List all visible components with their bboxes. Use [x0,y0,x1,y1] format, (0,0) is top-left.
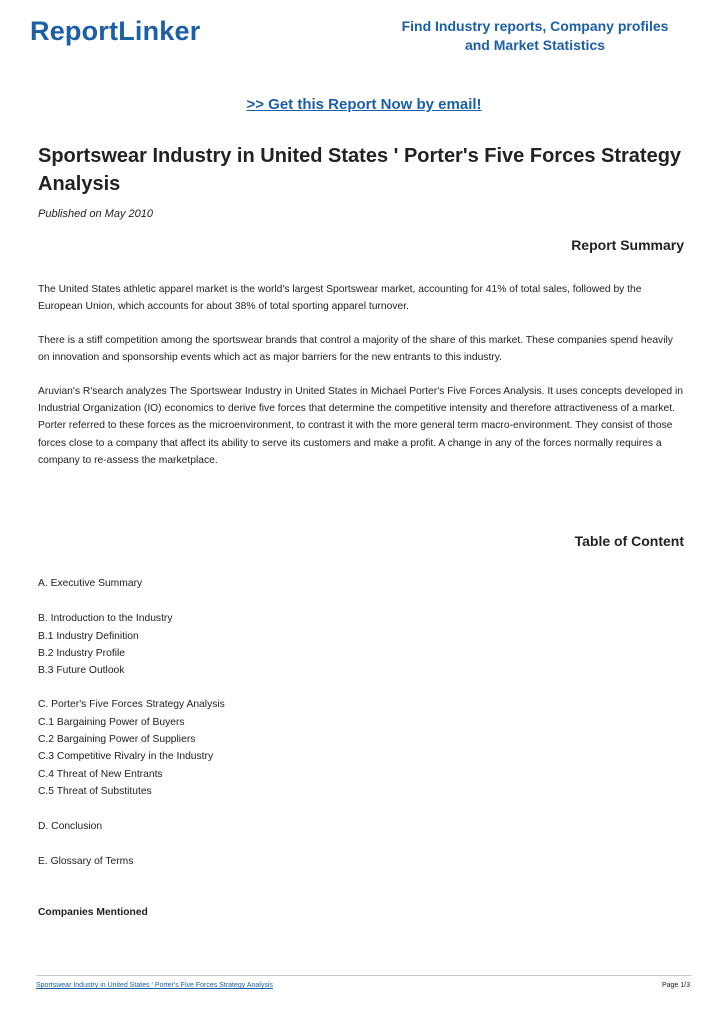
toc-group-c [38,696,438,800]
toc-item: D. Conclusion [38,821,103,833]
toc-item: C.5 Threat of Substitutes [38,785,152,797]
footer-divider [36,975,692,976]
table-of-content-list [38,575,438,870]
report-summary-body [38,281,686,486]
toc-item: B. Introduction to the Industry [38,613,173,625]
toc-group-a [38,575,438,592]
toc-item: B.1 Industry Definition [38,630,139,642]
footer-report-link[interactable]: Sportswear Industry in United States ' Porter's Five Forces Strategy Analysis [36,982,273,989]
report-title: Sportswear Industry in United States ' Porter's Five Forces Strategy Analysis [38,145,682,195]
header-tagline [385,17,685,55]
get-report-email-link[interactable]: >> Get this Report Now by email! [246,96,482,113]
summary-paragraph: There is a stiff competition among the sportswear brands that control a majority of the share of this market. These companies spend heavily on innovation and sponsorship events which act as major barriers for the new entrants to this industry. [38,334,673,364]
reportlinker-logo[interactable]: ReportLinker [30,16,201,46]
tagline-line-1: Find Industry reports, Company profiles [401,18,669,34]
summary-paragraph: The United States athletic apparel market is the world's largest Sportswear market, accounting for 41% of total sales, followed by the European Union, which accounts for about 38% of total sporting apparel turnover. [38,284,642,313]
toc-group-e [38,853,438,870]
toc-item: C.4 Threat of New Entrants [38,768,163,780]
toc-group-b [38,610,438,679]
toc-item: B.3 Future Outlook [38,665,125,677]
report-summary-heading: Report Summary [571,237,684,253]
toc-item: A. Executive Summary [38,578,143,589]
toc-item: C.1 Bargaining Power of Buyers [38,716,185,728]
page-number: Page 1/3 [661,982,690,989]
toc-item: E. Glossary of Terms [38,855,134,867]
toc-item: C.3 Competitive Rivalry in the Industry [38,751,214,763]
toc-item: B.2 Industry Profile [38,647,125,659]
companies-mentioned-heading: Companies Mentioned [38,907,148,918]
summary-paragraph: Aruvian's R'search analyzes The Sportswear Industry in United States in Michael Porter's Five Forces Analysis. It uses concepts developed in Industrial Organization (IO) economics to derive five forces that determine the competitive intensity and therefore attractiveness of a market. Porter referred to these forces as the microenvironment, to contrast it with the more general term macro-environment. They consist of those forces close to a company that affect its ability to serve its customers and make a profit. A change in any of the forces normally requires a company to re-assess the marketplace. [38,385,683,467]
toc-item: C.2 Bargaining Power of Suppliers [38,734,196,746]
toc-group-d [38,818,438,835]
table-of-content-heading: Table of Content [574,533,684,549]
tagline-line-2: and Market Statistics [464,37,606,53]
published-date: Published on May 2010 [38,208,153,220]
toc-item: C. Porter's Five Forces Strategy Analysis [38,699,225,711]
